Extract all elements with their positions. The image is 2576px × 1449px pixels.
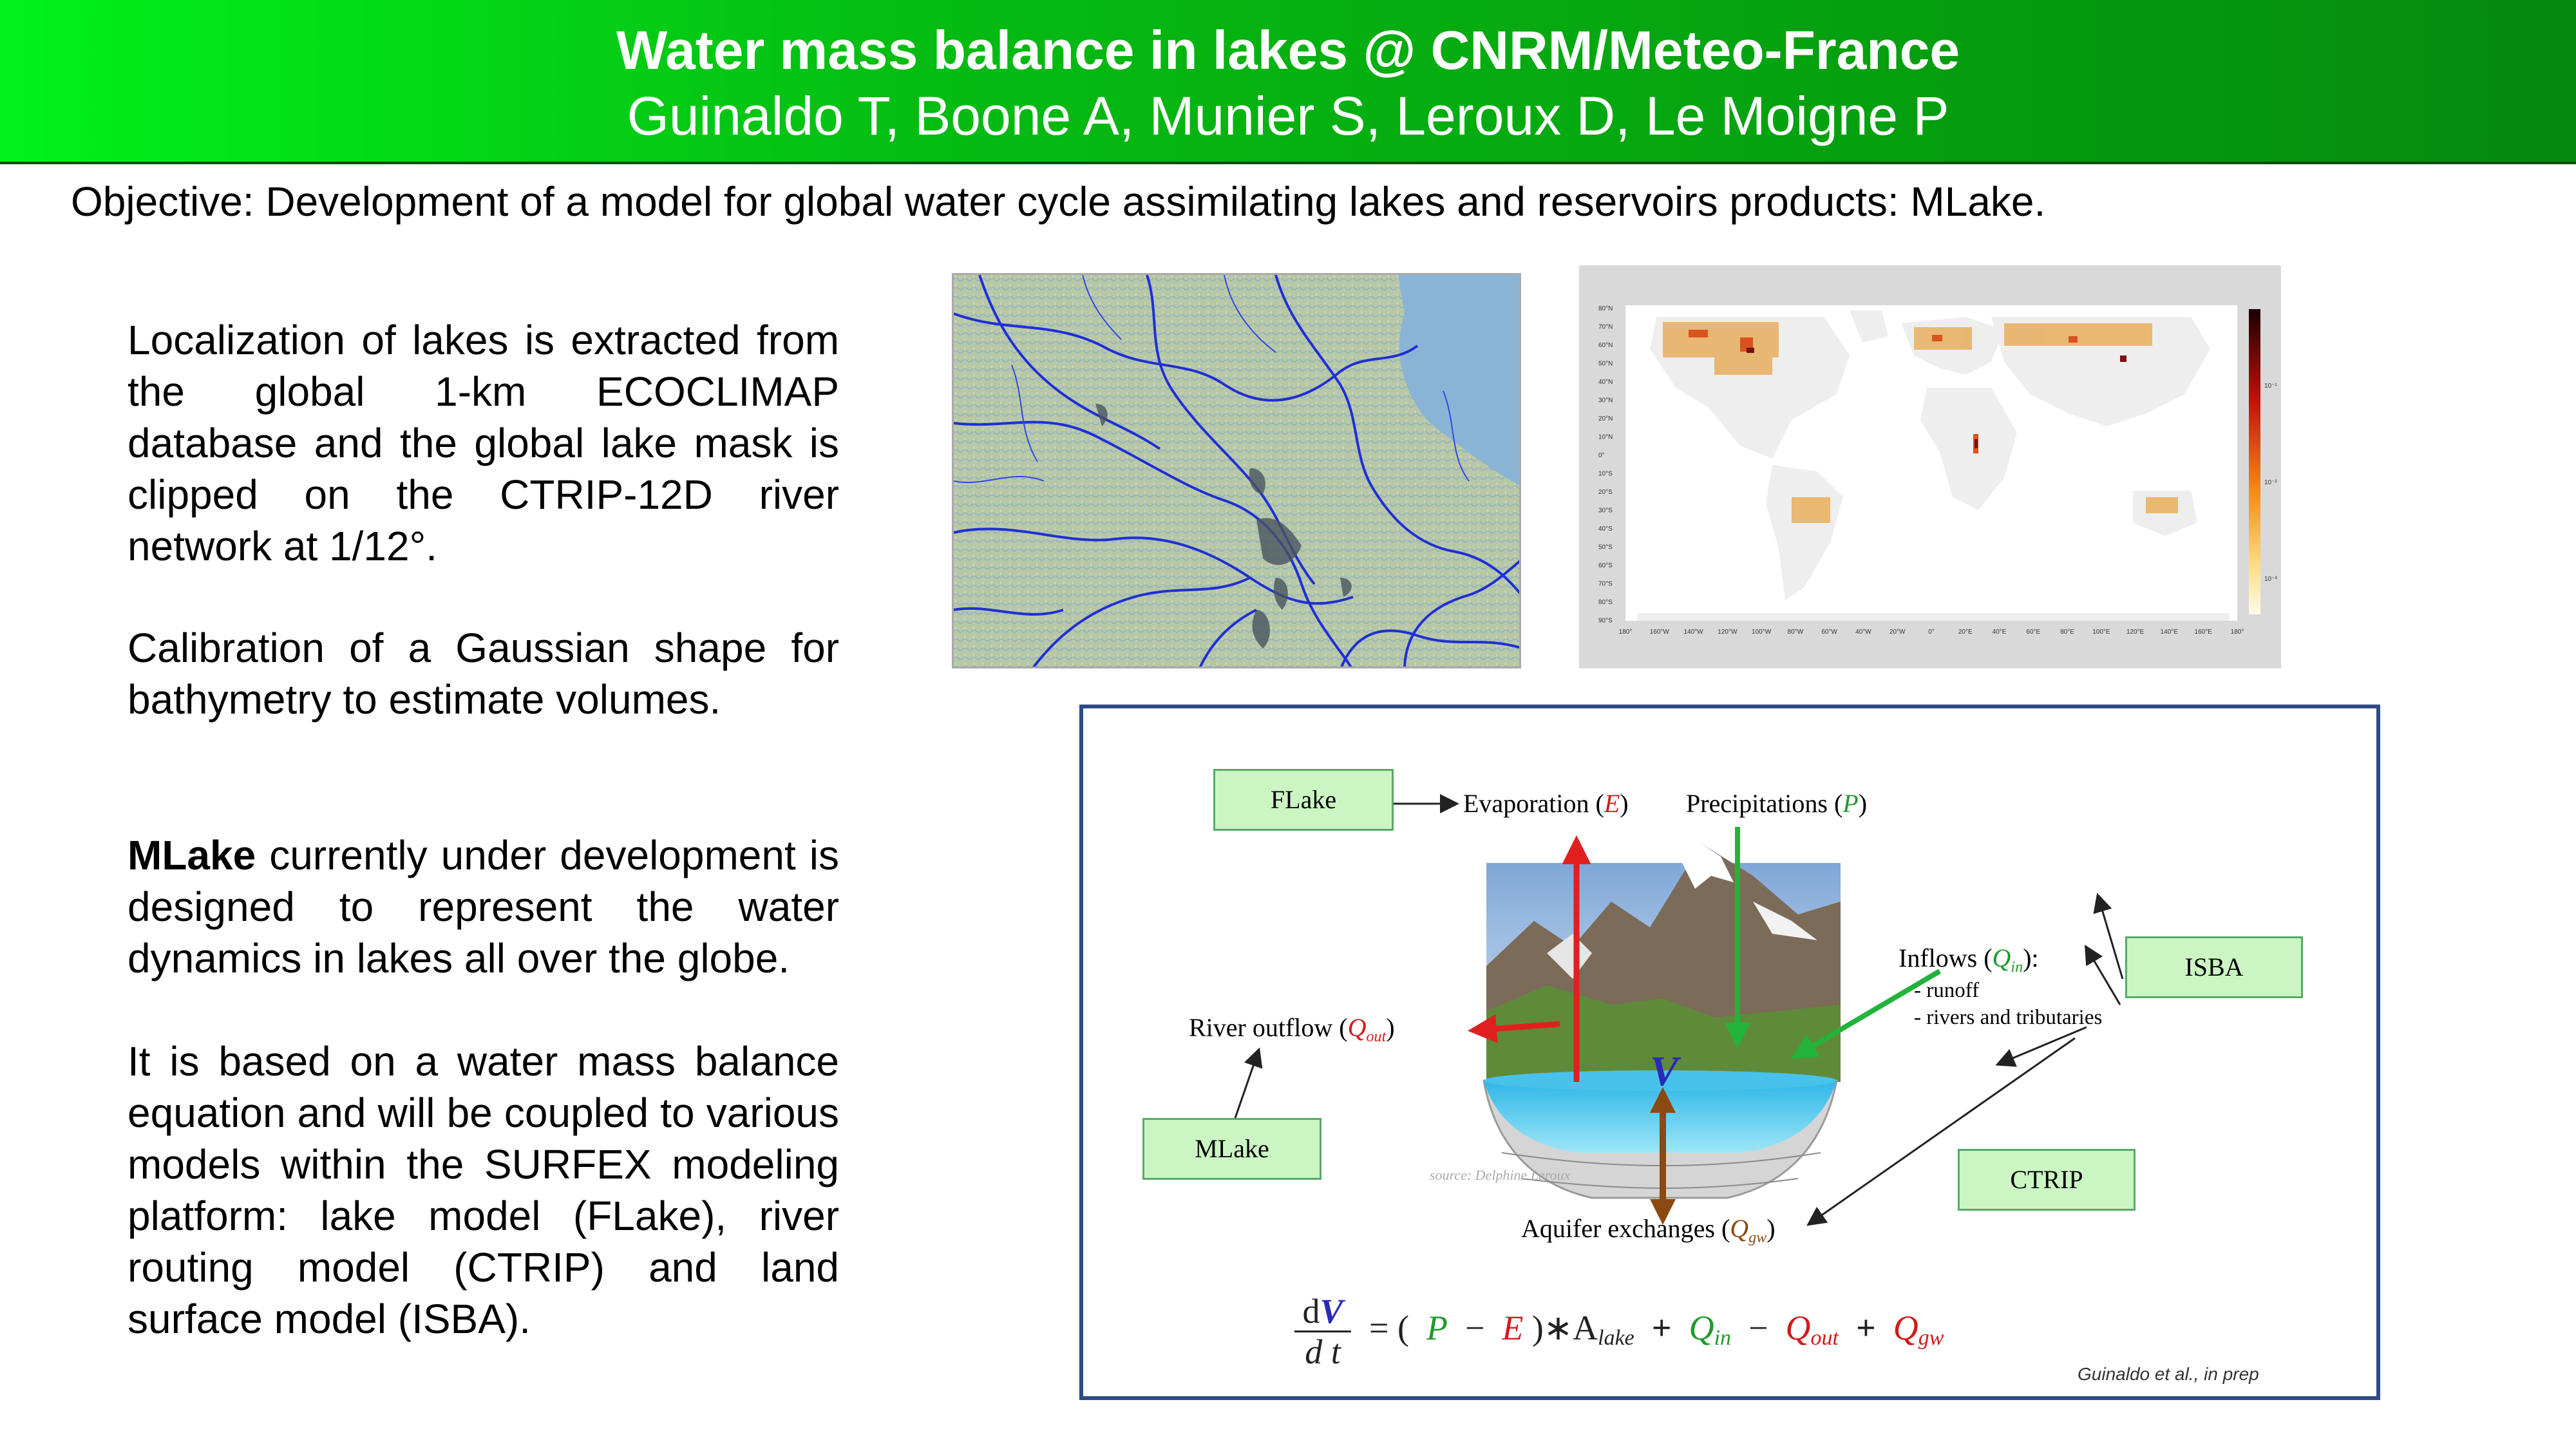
latitude-label: 90°S xyxy=(1598,617,1613,625)
longitude-label: 40°E xyxy=(1992,629,2007,636)
equation-fraction: dV d t xyxy=(1294,1292,1351,1371)
world-lake-map-image xyxy=(1579,265,2281,668)
latitude-label: 60°N xyxy=(1598,342,1613,349)
longitude-label: 140°E xyxy=(2160,629,2179,636)
header-banner xyxy=(0,0,2576,164)
label-river-outflow: River outflow $(Q_{out})$ xyxy=(1189,1013,1395,1045)
paragraph-mlake xyxy=(128,829,839,984)
box-flake: FLake xyxy=(1213,769,1394,831)
colorbar-label: 10⁻² xyxy=(2264,479,2277,486)
longitude-label: 120°E xyxy=(2126,629,2145,636)
paragraph-coupling: It is based on a water mass balance equation and will be coupled to various models within the SURFEX modeling platform: lake model (FLake), river routing model (CTRIP) and land surface model (ISBA). xyxy=(128,1038,839,1342)
longitude-label: 20°E xyxy=(1958,629,1973,636)
river-network-map xyxy=(952,273,1521,668)
latitude-label: 30°S xyxy=(1598,507,1613,515)
longitude-label: 40°W xyxy=(1855,629,1871,636)
longitude-label: 160°E xyxy=(2194,629,2212,636)
longitude-label: 60°W xyxy=(1821,629,1837,636)
equation xyxy=(1294,1292,2132,1376)
longitude-label: 100°E xyxy=(2092,629,2110,636)
longitude-label: 160°W xyxy=(1649,629,1669,636)
volume-symbol: V xyxy=(1650,1048,1679,1095)
latitude-label: 30°N xyxy=(1598,397,1613,404)
equation-rhs: = ( P − E )$∗A_{lake} + Q_{in} - Q_{out} + Q_{gw}$ xyxy=(1369,1309,1944,1350)
latitude-label: 20°S xyxy=(1598,489,1613,496)
latitude-label: 80°S xyxy=(1598,599,1613,606)
world-lake-map xyxy=(1579,265,2281,668)
paragraph-localization: Localization of lakes is extracted from the global 1-km ECOCLIMAP database and the global lake mask is clipped on the CTRIP-12D river network at 1/12°. xyxy=(128,317,839,569)
mlake-text: currently under development is designed to represent the water dynamics in lakes all over the globe. xyxy=(128,832,839,981)
box-isba: ISBA xyxy=(2125,936,2303,998)
longitude-labels xyxy=(1619,629,2244,636)
longitude-label: 140°W xyxy=(1683,629,1703,636)
river-network-image xyxy=(954,275,1521,668)
latitude-label: 20°N xyxy=(1598,415,1613,422)
longitude-label: 80°E xyxy=(2060,629,2075,636)
longitude-label: 180° xyxy=(1618,629,1633,636)
image-source: source: Delphine Leroux xyxy=(1430,1167,1571,1183)
longitude-label: 80°W xyxy=(1787,629,1804,636)
label-evaporation: Evaporation (E) xyxy=(1463,789,1629,818)
longitude-label: 180° xyxy=(2230,629,2244,636)
latitude-label: 80°N xyxy=(1598,305,1613,312)
latitude-label: 0° xyxy=(1598,452,1605,459)
poster-title: Water mass balance in lakes @ CNRM/Meteo-France xyxy=(616,20,1960,80)
poster-authors: Guinaldo T, Boone A, Munier S, Leroux D, Le Moigne P xyxy=(627,86,1949,146)
longitude-label: 100°W xyxy=(1752,629,1772,636)
label-aquifer: Aquifer exchanges $(Q_{gw})$ xyxy=(1521,1214,1776,1246)
longitude-label: 120°W xyxy=(1718,629,1738,636)
label-precipitations: Precipitations (P) xyxy=(1686,789,1868,818)
latitude-label: 60°S xyxy=(1598,562,1613,569)
diagram-credit: Guinaldo et al., in prep xyxy=(2078,1364,2259,1384)
paragraph-calibration: Calibration of a Gaussian shape for bathymetry to estimate volumes. xyxy=(128,625,839,723)
longitude-label: 20°W xyxy=(1889,629,1906,636)
label-inflows: Inflows $(Q_{in})$: xyxy=(1899,943,2039,976)
latitude-label: 70°N xyxy=(1598,323,1613,331)
latitude-label: 50°N xyxy=(1598,360,1613,368)
longitude-label: 60°E xyxy=(2026,629,2041,636)
latitude-label: 50°S xyxy=(1598,544,1613,551)
latitude-label: 10°N xyxy=(1598,433,1613,441)
longitude-label: 0° xyxy=(1928,629,1935,636)
label-inflow-rivers: - rivers and tributaries xyxy=(1914,1006,2103,1029)
box-mlake: MLake xyxy=(1142,1118,1321,1180)
colorbar-label: 10⁻¹ xyxy=(2264,383,2277,390)
label-inflow-runoff: - runoff xyxy=(1914,979,1980,1002)
latitude-label: 40°N xyxy=(1598,379,1613,386)
objective-text: Objective: Development of a model for global water cycle assimilating lakes and reservoirs products: MLake. xyxy=(71,178,2046,225)
colorbar-labels xyxy=(2264,383,2277,583)
water-balance-diagram xyxy=(1079,705,2380,1400)
box-ctrip: CTRIP xyxy=(1958,1149,2136,1211)
colorbar-label: 10⁻³ xyxy=(2264,576,2277,583)
latitude-label: 10°S xyxy=(1598,470,1613,478)
latitude-label: 40°S xyxy=(1598,526,1613,533)
latitude-label: 70°S xyxy=(1598,580,1613,588)
latitude-labels xyxy=(1598,305,1613,625)
mlake-bold: MLake xyxy=(128,832,256,878)
